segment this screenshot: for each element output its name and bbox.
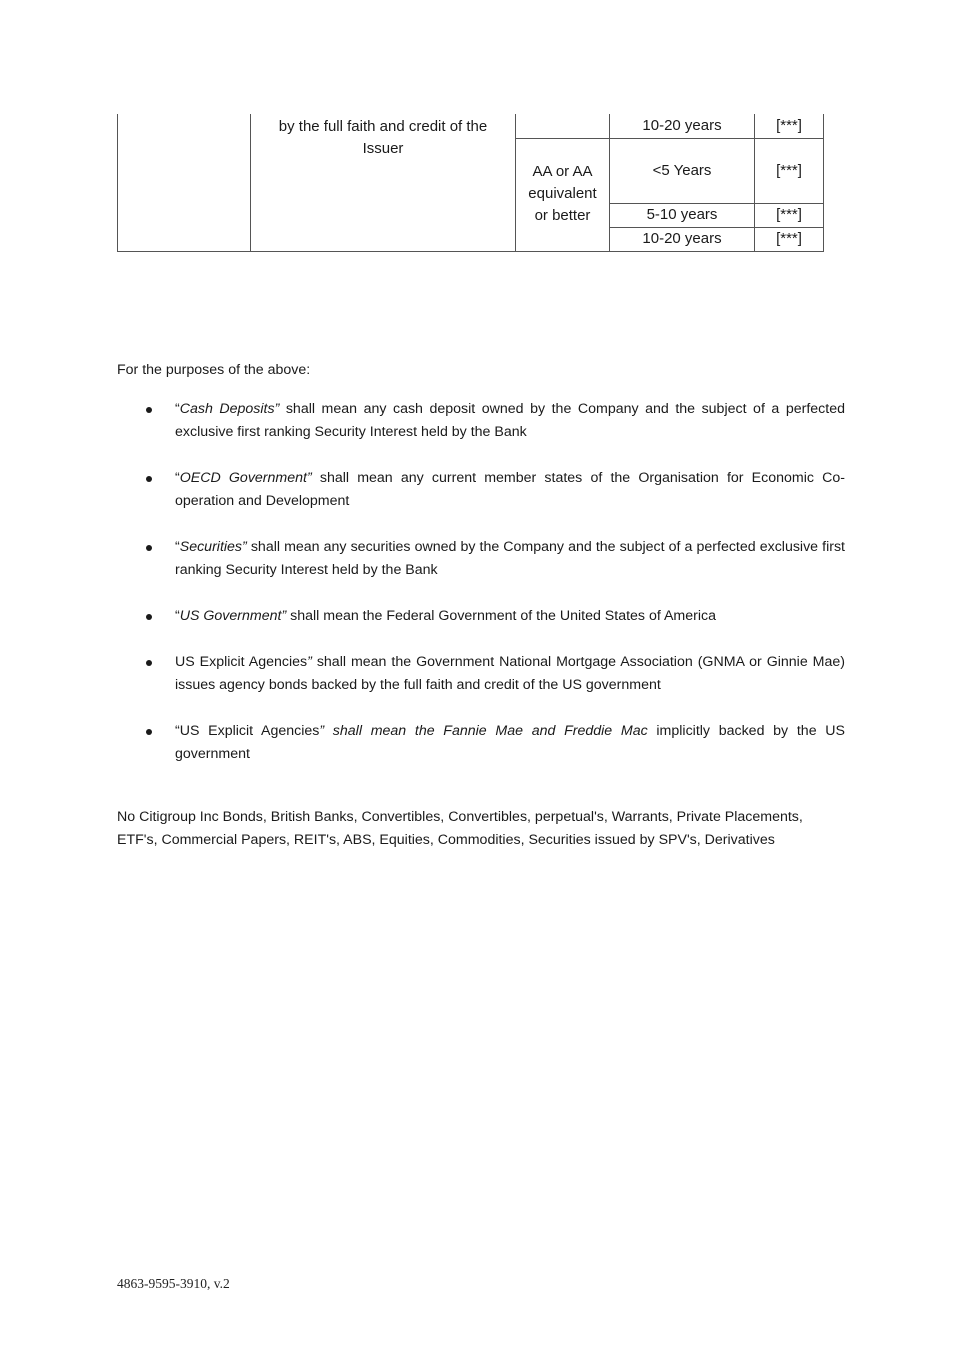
bullet-icon <box>146 729 152 735</box>
table-cell-value: [***] <box>755 114 824 138</box>
rating-text: AA or AA equivalent or better <box>528 162 597 224</box>
open-quote: “ <box>175 539 180 555</box>
intro-text: For the purposes of the above: <box>117 362 311 378</box>
defined-term-quote: ” <box>307 654 312 670</box>
definition-text: shall mean any securities owned by the Company and the subject of a perfected exclusive first ranking Security Interest held by the Bank <box>175 539 845 578</box>
exclusions-text: No Citigroup Inc Bonds, British Banks, Convertibles, Convertibles, perpetual's, Warrants, Private Placements, ETF's, Commercial Papers, REIT's, ABS, Equities, Commodities, Securities issued by SPV's, Derivatives <box>117 809 803 848</box>
bullet-icon <box>146 545 152 551</box>
table-cell-term: <5 Years <box>610 138 755 203</box>
bullet-icon <box>146 476 152 482</box>
defined-term: US Explicit Agencies <box>175 654 308 670</box>
table-cell-blank <box>118 114 251 252</box>
bullet-icon <box>146 614 152 620</box>
open-quote: “ <box>175 470 180 486</box>
table-cell-value: [***] <box>755 203 824 227</box>
defined-term: Securities” <box>179 539 247 555</box>
table-cell-term: 10-20 years <box>610 114 755 138</box>
definition-text: shall mean any cash deposit owned by the Company and the subject of a perfected exclusive first ranking Security Interest held by the Bank <box>175 401 845 440</box>
issuer-text: by the full faith and credit of the Issuer <box>278 118 488 157</box>
defined-term: OECD Government” <box>179 470 312 486</box>
table-cell-issuer <box>251 114 516 252</box>
table-cell-term: 5-10 years <box>610 203 755 227</box>
table-cell-rating <box>516 138 610 251</box>
definition-text: shall mean any current member states of the Organisation for Economic Co-operation and Development <box>175 470 845 509</box>
defined-term: “US Explicit Agencies <box>175 723 320 739</box>
list-item <box>117 398 845 444</box>
definition-text: implicitly backed by the US government <box>175 723 845 762</box>
list-item <box>117 536 845 582</box>
table-cell-value: [***] <box>755 227 824 251</box>
definition-text: shall mean the Federal Government of the United States of America <box>286 608 716 624</box>
open-quote: “ <box>175 401 180 417</box>
defined-term-italic: ” shall mean the Fannie Mae and Freddie Mac <box>319 723 648 739</box>
table-cell-value: [***] <box>755 138 824 203</box>
bullet-icon <box>146 660 152 666</box>
defined-term: Cash Deposits” <box>179 401 280 417</box>
list-item <box>117 467 845 513</box>
table-cell-rating-blank <box>516 114 610 138</box>
defined-term: US Government” <box>179 608 287 624</box>
collateral-table <box>117 114 824 252</box>
table-cell-term: 10-20 years <box>610 227 755 251</box>
definition-text: shall mean the Government National Mortgage Association (GNMA or Ginnie Mae) issues agency bonds backed by the full faith and credit of the US government <box>175 654 845 693</box>
list-item <box>117 605 845 628</box>
document-footer-id: 4863-9595-3910, v.2 <box>117 1276 230 1291</box>
open-quote: “ <box>175 608 180 624</box>
list-item <box>117 720 845 766</box>
bullet-icon <box>146 407 152 413</box>
definitions-list <box>117 398 845 789</box>
list-item <box>117 651 845 697</box>
